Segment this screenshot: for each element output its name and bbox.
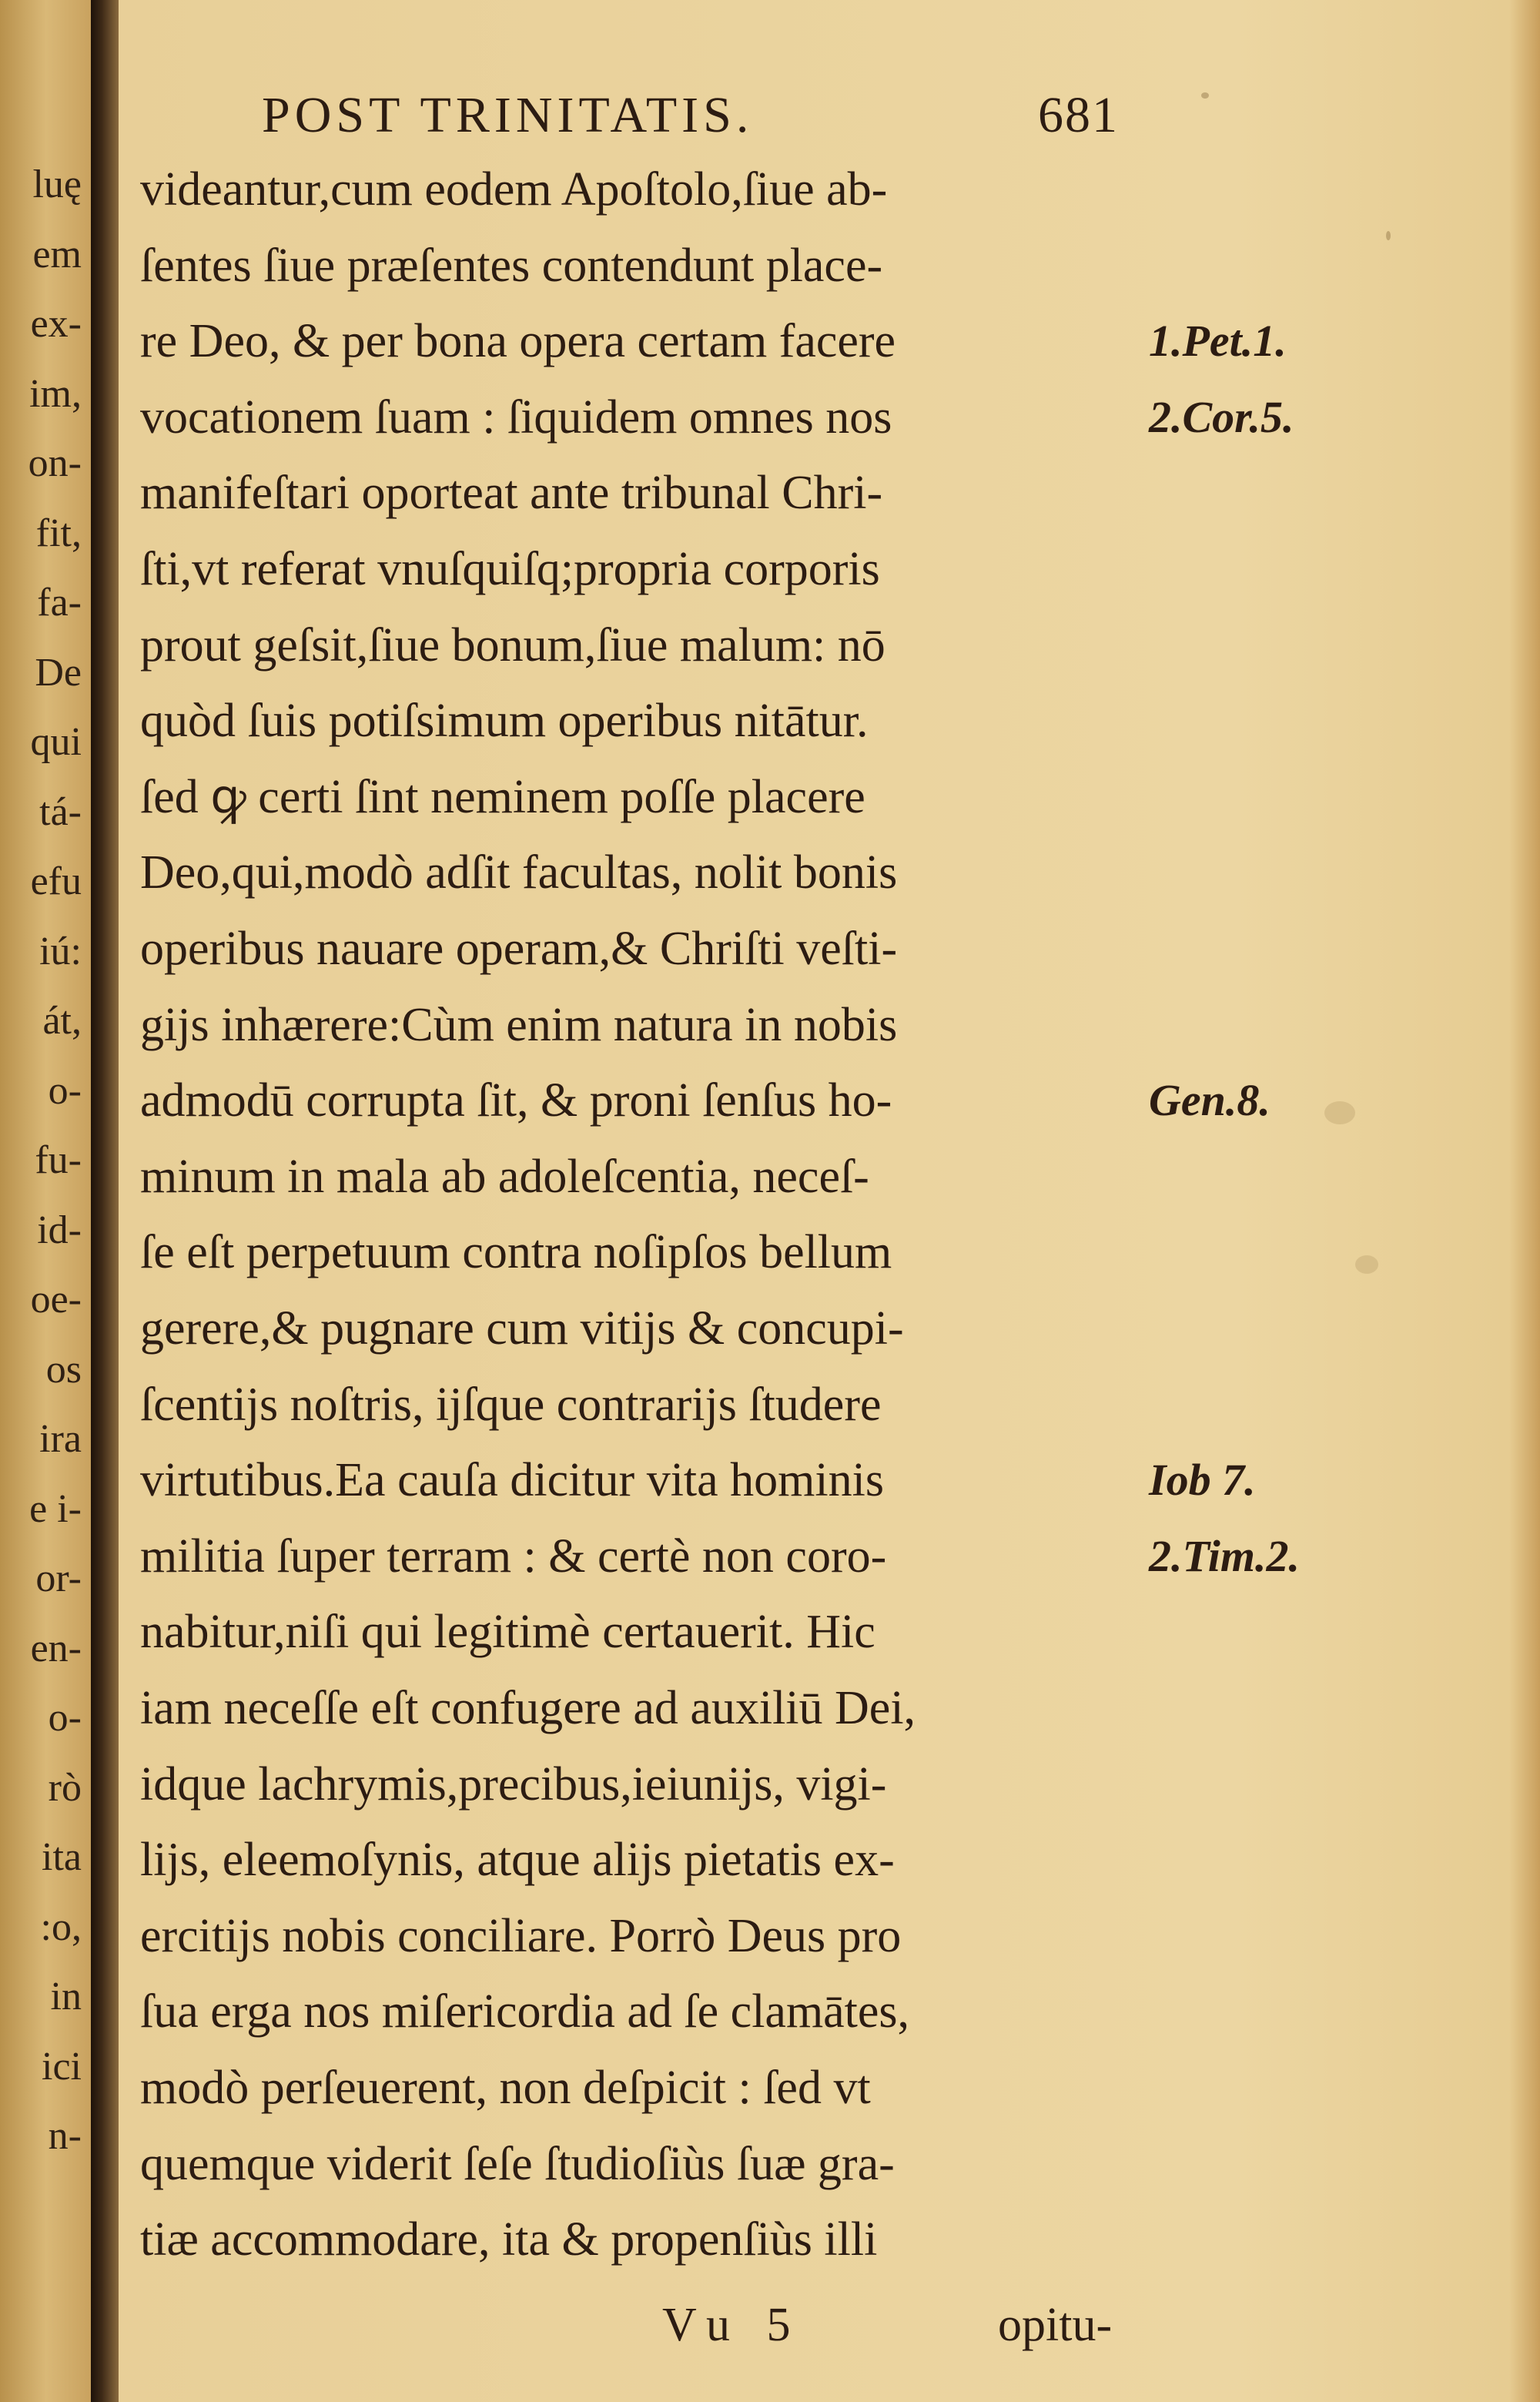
binding-gutter (91, 0, 119, 2402)
previous-page-fragment: o- (48, 1068, 82, 1113)
previous-page-fragment: os (45, 1347, 82, 1392)
previous-page-fragment: ici (42, 2044, 82, 2089)
previous-page-fragment: iú: (39, 929, 82, 973)
previous-page-fragment: qui (30, 720, 82, 764)
text-line: idque lachrymis,precibus,ieiunijs, vigi- (140, 1757, 887, 1811)
text-line: modò perſeuerent, non deſpicit : ſed vt (140, 2062, 871, 2114)
text-line: iam neceſſe eſt confugere ad auxiliū Dei, (140, 1682, 916, 1734)
running-header (262, 86, 1170, 156)
text-line: Deo,qui,modò adſit facultas, nolit bonis (140, 846, 898, 899)
previous-page-edge (0, 162, 85, 2241)
previous-page-fragment: em (32, 232, 82, 276)
text-line: ſua erga nos miſericordia ad ſe clamātes, (140, 1985, 910, 2039)
previous-page-fragment: rò (48, 1765, 82, 1810)
paper-speck (1201, 92, 1209, 99)
previous-page-fragment: id- (37, 1208, 82, 1252)
previous-page-fragment: efu (30, 859, 82, 903)
margin-note: Iob 7. (1149, 1455, 1256, 1506)
previous-page-fragment: e i- (29, 1486, 82, 1531)
text-line: lijs, eleemoſynis, atque alijs pietatis ex- (140, 1834, 895, 1887)
text-line: quemque viderit ſeſe ſtudioſiùs ſuæ gra- (140, 2137, 895, 2190)
paper-speck (1324, 1101, 1355, 1124)
page-number: 681 (1038, 87, 1119, 143)
text-line: ſti,vt referat vnuſquiſq;propria corporis (140, 543, 880, 595)
previous-page-fragment: in (50, 1975, 82, 2018)
previous-page-fragment: ita (42, 1835, 82, 1879)
previous-page-fragment: ira (39, 1417, 82, 1461)
catchword: opitu- (998, 2299, 1113, 2351)
text-line: re Deo, & per bona opera certam facere (140, 315, 896, 368)
previous-page-fragment: tá- (39, 789, 82, 834)
margin-note: 2.Cor.5. (1149, 391, 1294, 442)
text-line: militia ſuper terram : & certè non coro- (140, 1529, 887, 1583)
text-line: tiæ accommodare, ita & propenſiùs illi (140, 2213, 878, 2266)
text-line: vocationem ſuam : ſiquidem omnes nos (140, 390, 892, 444)
text-line: videantur,cum eodem Apoſtolo,ſiue ab- (140, 163, 888, 216)
page-footer (662, 2298, 1155, 2367)
signature-mark: Vu 5 (662, 2299, 803, 2351)
text-line: ſed ꝙ certi ſint neminem poſſe placere (140, 770, 865, 823)
text-line: minum in mala ab adoleſcentia, neceſ- (140, 1150, 869, 1203)
text-line: ſentes ſiue præſentes contendunt place- (140, 239, 883, 292)
text-line: gijs inhærere:Cùm enim natura in nobis (140, 998, 898, 1051)
margin-note: 2.Tim.2. (1149, 1530, 1301, 1581)
previous-page-fragment: :o, (40, 1905, 82, 1949)
text-line: virtutibus.Ea cauſa dicitur vita hominis (140, 1454, 884, 1507)
previous-page-fragment: fit, (35, 511, 82, 555)
text-line: quòd ſuis potiſsimum operibus nitātur. (140, 695, 869, 748)
previous-page-fragment: luę (32, 162, 82, 206)
text-line: operibus nauare operam,& Chriſti veſti- (140, 923, 898, 975)
previous-page-fragment: n- (48, 2114, 82, 2158)
text-line: gerere,& pugnare cum vitijs & concupi- (140, 1302, 904, 1355)
text-line: ſcentijs noſtris, ijſque contrarijs ſtudere (140, 1378, 882, 1431)
previous-page-fragment: o- (48, 1696, 82, 1740)
previous-page-fragment: oe- (30, 1278, 82, 1322)
text-line: manifeſtari oporteat ante tribunal Chri- (140, 467, 883, 520)
previous-page-fragment: fa- (37, 581, 82, 625)
previous-page-fragment: fu- (35, 1138, 82, 1182)
previous-page-fragment: or- (35, 1556, 82, 1600)
previous-page-fragment: im, (29, 371, 82, 416)
paper-speck (1355, 1255, 1378, 1274)
text-line: admodū corrupta ſit, & proni ſenſus ho- (140, 1074, 892, 1127)
text-line: ſe eſt perpetuum contra noſipſos bellum (140, 1226, 892, 1279)
previous-page-fragment: on- (28, 441, 82, 485)
text-line: ercitijs nobis conciliare. Porrò Deus pro (140, 1909, 902, 1962)
header-title: POST TRINITATIS. (262, 87, 754, 143)
margin-note: 1.Pet.1. (1149, 316, 1287, 367)
previous-page-fragment: De (35, 650, 82, 695)
previous-page-fragment: ex- (30, 302, 82, 346)
previous-page-fragment: en- (30, 1626, 82, 1670)
margin-note: Gen.8. (1149, 1075, 1270, 1126)
paper-speck (1386, 231, 1391, 240)
text-line: prout geſsit,ſiue bonum,ſiue malum: nō (140, 618, 886, 672)
previous-page-fragment: át, (42, 999, 82, 1043)
text-line: nabitur,niſi qui legitimè certauerit. Hic (140, 1606, 875, 1659)
